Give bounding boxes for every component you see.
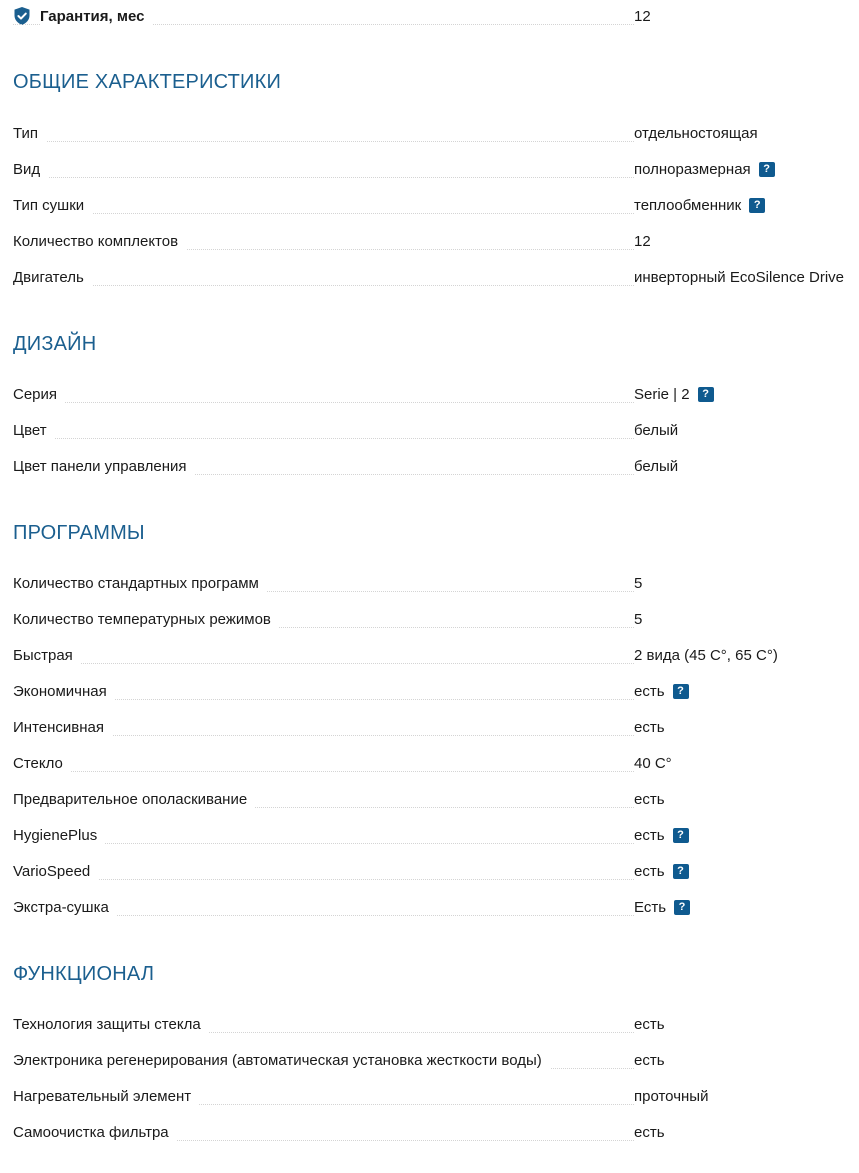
spec-value-cell [634, 899, 690, 916]
spec-value-cell [634, 611, 642, 628]
spec-label-cell [13, 419, 634, 441]
spec-value: теплообменник [634, 196, 742, 214]
spec-value-cell [634, 1088, 708, 1105]
spec-label-cell [13, 896, 634, 918]
spec-value: 12 [634, 7, 651, 25]
spec-label-cell [13, 455, 634, 477]
help-icon[interactable]: ? [759, 162, 775, 177]
spec-label: Тип [13, 125, 46, 142]
spec-label: HygienePlus [13, 827, 105, 844]
spec-value: полноразмерная [634, 160, 751, 178]
spec-value: белый [634, 421, 679, 439]
dotted-leader [13, 663, 634, 664]
spec-label-cell [13, 5, 634, 27]
spec-label-cell [13, 1085, 634, 1107]
spec-value: 2 вида (45 С°, 65 С°) [634, 646, 778, 664]
spec-label-cell [13, 824, 634, 846]
spec-row [13, 455, 859, 477]
spec-value: есть [634, 1123, 665, 1141]
spec-row [13, 824, 859, 846]
spec-label-cell [13, 572, 634, 594]
spec-label-cell [13, 752, 634, 774]
spec-value: есть [634, 1015, 665, 1033]
spec-label-cell [13, 680, 634, 702]
spec-label-cell [13, 230, 634, 252]
spec-row [13, 1121, 859, 1143]
spec-value-cell [634, 269, 844, 286]
spec-value-cell [634, 719, 665, 736]
spec-value: есть [634, 1051, 665, 1069]
spec-label: Электроника регенерирования (автоматическая установка жесткости воды) [13, 1052, 550, 1069]
spec-label-cell [13, 194, 634, 216]
spec-row [13, 266, 859, 288]
spec-value-cell [634, 1124, 665, 1141]
spec-label-cell [13, 716, 634, 738]
spec-label: Нагревательный элемент [13, 1088, 199, 1105]
spec-label: Тип сушки [13, 197, 92, 214]
spec-row [13, 230, 859, 252]
spec-value: есть [634, 862, 665, 880]
spec-label-cell [13, 158, 634, 180]
spec-label: Серия [13, 386, 65, 403]
spec-label-cell [13, 1121, 634, 1143]
spec-label: Экстра-сушка [13, 899, 117, 916]
spec-value-cell [634, 863, 689, 880]
spec-value: Есть [634, 898, 667, 916]
spec-row [13, 716, 859, 738]
section-title: ПРОГРАММЫ [13, 522, 145, 544]
spec-value: Serie | 2 [634, 385, 690, 403]
spec-row-warranty [13, 5, 859, 27]
spec-value-cell [634, 125, 758, 142]
dotted-leader [13, 213, 634, 214]
spec-row [13, 383, 859, 405]
spec-row [13, 122, 859, 144]
spec-label-cell [13, 266, 634, 288]
section-title: ОБЩИЕ ХАРАКТЕРИСТИКИ [13, 71, 282, 93]
spec-value: 5 [634, 610, 643, 628]
spec-value-cell [634, 683, 689, 700]
spec-value-cell [634, 827, 689, 844]
help-icon[interactable]: ? [698, 387, 714, 402]
spec-value: отдельностоящая [634, 124, 758, 142]
spec-value-cell [634, 8, 651, 25]
spec-label: Экономичная [13, 683, 115, 700]
section-title: ФУНКЦИОНАЛ [13, 963, 155, 985]
spec-row [13, 608, 859, 630]
spec-value-cell [634, 791, 665, 808]
spec-value-cell [634, 647, 778, 664]
dotted-leader [13, 843, 634, 844]
spec-label-cell [13, 788, 634, 810]
spec-row [13, 1085, 859, 1107]
spec-label: Интенсивная [13, 719, 112, 736]
spec-label-cell [13, 383, 634, 405]
spec-label: Предварительное ополаскивание [13, 791, 255, 808]
spec-row [13, 860, 859, 882]
spec-value: белый [634, 457, 679, 475]
dotted-leader [13, 402, 634, 403]
spec-label: Гарантия, мес [40, 8, 152, 25]
spec-label: Вид [13, 161, 48, 178]
section-title: ДИЗАЙН [13, 333, 97, 355]
spec-value: есть [634, 682, 665, 700]
help-icon[interactable]: ? [674, 900, 690, 915]
spec-value-cell [634, 422, 678, 439]
help-icon[interactable]: ? [749, 198, 765, 213]
spec-value: есть [634, 826, 665, 844]
help-icon[interactable]: ? [673, 828, 689, 843]
spec-value-cell [634, 458, 678, 475]
spec-value-cell [634, 1016, 665, 1033]
spec-label: Количество температурных режимов [13, 611, 279, 628]
spec-label-cell [13, 1049, 634, 1071]
help-icon[interactable]: ? [673, 864, 689, 879]
dotted-leader [13, 879, 634, 880]
spec-row [13, 572, 859, 594]
spec-label-cell [13, 860, 634, 882]
spec-value: есть [634, 790, 665, 808]
spec-label: Цвет [13, 422, 55, 439]
dotted-leader [13, 438, 634, 439]
help-icon[interactable]: ? [673, 684, 689, 699]
spec-row [13, 194, 859, 216]
dotted-leader [13, 177, 634, 178]
spec-value-cell [634, 233, 651, 250]
spec-row [13, 788, 859, 810]
spec-value-cell [634, 161, 775, 178]
spec-row [13, 1049, 859, 1071]
spec-value-cell [634, 575, 642, 592]
spec-label-cell [13, 644, 634, 666]
spec-value-cell [634, 755, 672, 772]
spec-value-cell [634, 197, 765, 214]
spec-label: Технология защиты стекла [13, 1016, 209, 1033]
spec-row [13, 1013, 859, 1035]
spec-label: VarioSpeed [13, 863, 98, 880]
spec-row [13, 419, 859, 441]
spec-label: Стекло [13, 755, 71, 772]
spec-value: 5 [634, 574, 643, 592]
spec-row [13, 752, 859, 774]
spec-label: Цвет панели управления [13, 458, 194, 475]
spec-label-cell [13, 1013, 634, 1035]
spec-value: 12 [634, 232, 651, 250]
spec-label: Количество стандартных программ [13, 575, 267, 592]
spec-value: 40 С° [634, 754, 672, 772]
spec-row [13, 896, 859, 918]
spec-row [13, 680, 859, 702]
spec-label-cell [13, 122, 634, 144]
spec-label: Быстрая [13, 647, 81, 664]
spec-value-cell [634, 386, 714, 403]
spec-row [13, 158, 859, 180]
dotted-leader [13, 285, 634, 286]
spec-row [13, 644, 859, 666]
spec-label: Самоочистка фильтра [13, 1124, 177, 1141]
spec-value: есть [634, 718, 665, 736]
spec-value-cell [634, 1052, 665, 1069]
spec-value: проточный [634, 1087, 709, 1105]
spec-value: инверторный EcoSilence Drive [634, 268, 845, 286]
dotted-leader [13, 141, 634, 142]
spec-label-cell [13, 608, 634, 630]
spec-label: Двигатель [13, 269, 92, 286]
spec-label: Количество комплектов [13, 233, 186, 250]
dotted-leader [13, 771, 634, 772]
